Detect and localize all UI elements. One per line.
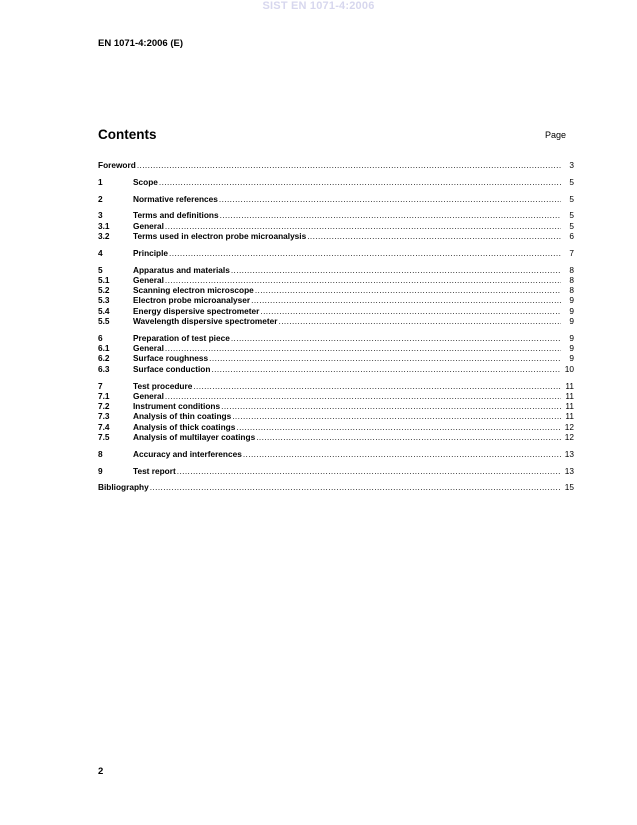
toc-title: Preparation of test piece <box>133 332 230 343</box>
toc-entry[interactable] <box>98 210 574 220</box>
toc-title: Bibliography <box>98 482 149 493</box>
toc-leader <box>278 316 561 326</box>
toc-number: 7 <box>98 380 103 391</box>
toc-leader <box>307 231 561 241</box>
toc-leader <box>232 411 561 421</box>
toc-entry[interactable] <box>98 295 574 305</box>
toc-number: 3 <box>98 210 103 221</box>
toc-number: 1 <box>98 176 103 187</box>
toc-page: 9 <box>569 295 574 306</box>
toc-leader <box>260 306 561 316</box>
toc-page: 9 <box>569 332 574 343</box>
table-of-contents <box>98 160 574 493</box>
toc-leader <box>236 422 561 432</box>
toc-title: Scope <box>133 176 158 187</box>
toc-page: 9 <box>569 316 574 327</box>
toc-number: 6.2 <box>98 353 110 364</box>
toc-title: Scanning electron microscope <box>133 285 254 296</box>
toc-entry[interactable] <box>98 432 574 442</box>
toc-title: Accuracy and interferences <box>133 448 242 459</box>
toc-leader <box>211 364 561 374</box>
toc-page: 7 <box>569 247 574 258</box>
toc-leader <box>159 177 561 187</box>
toc-title: Apparatus and materials <box>133 264 230 275</box>
toc-page: 5 <box>569 176 574 187</box>
toc-entry[interactable] <box>98 364 574 374</box>
toc-leader <box>165 391 561 401</box>
toc-page: 5 <box>569 193 574 204</box>
toc-entry[interactable] <box>98 381 574 391</box>
toc-title: Electron probe microanalyser <box>133 295 251 306</box>
toc-entry[interactable] <box>98 401 574 411</box>
toc-title: Analysis of thick coatings <box>133 421 236 432</box>
toc-entry[interactable] <box>98 194 574 204</box>
toc-leader <box>169 248 561 258</box>
toc-title: General <box>133 220 164 231</box>
toc-page: 13 <box>564 448 574 459</box>
toc-entry[interactable] <box>98 306 574 316</box>
toc-number: 5.1 <box>98 274 110 285</box>
toc-page: 6 <box>569 230 574 241</box>
toc-title: Wavelength dispersive spectrometer <box>133 316 278 327</box>
toc-title: Terms used in electron probe microanalysis <box>133 230 307 241</box>
toc-page: 3 <box>569 160 574 170</box>
toc-page: 9 <box>569 305 574 316</box>
toc-entry[interactable] <box>98 422 574 432</box>
toc-page: 12 <box>564 432 574 443</box>
toc-entry[interactable] <box>98 343 574 353</box>
toc-page: 9 <box>569 353 574 364</box>
toc-leader <box>165 221 561 231</box>
toc-page: 5 <box>569 220 574 231</box>
toc-page: 8 <box>569 264 574 275</box>
toc-number: 4 <box>98 247 103 258</box>
toc-title: Instrument conditions <box>133 401 221 412</box>
toc-page: 11 <box>565 380 574 391</box>
toc-leader <box>251 295 561 305</box>
toc-number: 7.1 <box>98 390 110 401</box>
toc-entry[interactable] <box>98 391 574 401</box>
toc-title: Test procedure <box>133 380 193 391</box>
toc-page: 12 <box>564 421 574 432</box>
toc-leader <box>256 432 561 442</box>
toc-title: Analysis of thin coatings <box>133 411 232 422</box>
toc-title: Foreword <box>98 160 136 170</box>
document-id: EN 1071-4:2006 (E) <box>98 38 184 49</box>
toc-entry[interactable] <box>98 316 574 326</box>
toc-entry[interactable] <box>98 285 574 295</box>
toc-title: General <box>133 390 164 401</box>
toc-number: 3.1 <box>98 220 110 231</box>
toc-number: 7.4 <box>98 421 110 432</box>
toc-leader <box>165 275 561 285</box>
toc-leader <box>177 466 561 476</box>
toc-leader <box>231 265 561 275</box>
toc-page: 13 <box>564 465 574 476</box>
toc-number: 6.3 <box>98 363 110 374</box>
toc-entry[interactable] <box>98 248 574 258</box>
watermark: SIST EN 1071-4:2006 <box>262 0 375 12</box>
toc-entry[interactable] <box>98 482 574 492</box>
toc-page: 11 <box>565 411 574 422</box>
toc-title: General <box>133 274 164 285</box>
toc-leader <box>165 343 561 353</box>
toc-page: 15 <box>564 482 574 493</box>
toc-entry[interactable] <box>98 160 574 170</box>
toc-entry[interactable] <box>98 411 574 421</box>
toc-number: 5.2 <box>98 285 110 296</box>
toc-number: 9 <box>98 465 103 476</box>
toc-number: 5.5 <box>98 316 110 327</box>
toc-entry[interactable] <box>98 231 574 241</box>
toc-leader <box>221 401 561 411</box>
toc-title: Terms and definitions <box>133 210 219 221</box>
toc-leader <box>219 194 561 204</box>
toc-number: 8 <box>98 448 103 459</box>
toc-number: 2 <box>98 193 103 204</box>
toc-number: 7.3 <box>98 411 110 422</box>
toc-number: 7.5 <box>98 432 110 443</box>
toc-title: Principle <box>133 247 169 258</box>
toc-page: 11 <box>565 390 574 401</box>
toc-title: Surface conduction <box>133 363 211 374</box>
toc-title: Test report <box>133 465 176 476</box>
toc-entry[interactable] <box>98 353 574 363</box>
toc-title: Energy dispersive spectrometer <box>133 305 260 316</box>
contents-heading: Contents <box>98 127 157 142</box>
toc-leader <box>209 353 561 363</box>
toc-leader <box>243 449 561 459</box>
toc-title: General <box>133 343 164 354</box>
toc-title: Normative references <box>133 193 218 204</box>
toc-entry[interactable] <box>98 221 574 231</box>
toc-page: 8 <box>569 285 574 296</box>
toc-leader <box>255 285 561 295</box>
toc-page: 9 <box>569 343 574 354</box>
toc-entry[interactable] <box>98 466 574 476</box>
toc-title: Analysis of multilayer coatings <box>133 432 256 443</box>
toc-number: 3.2 <box>98 230 110 241</box>
toc-leader <box>193 381 561 391</box>
toc-entry[interactable] <box>98 449 574 459</box>
toc-number: 7.2 <box>98 401 110 412</box>
toc-page: 11 <box>565 401 574 412</box>
toc-page: 5 <box>569 210 574 221</box>
toc-number: 5.4 <box>98 305 110 316</box>
toc-entry[interactable] <box>98 177 574 187</box>
toc-title: Surface roughness <box>133 353 209 364</box>
toc-entry[interactable] <box>98 275 574 285</box>
toc-leader <box>150 482 561 492</box>
toc-page: 8 <box>569 274 574 285</box>
toc-entry[interactable] <box>98 333 574 343</box>
toc-number: 6 <box>98 332 103 343</box>
toc-leader <box>231 333 561 343</box>
toc-leader <box>220 210 561 220</box>
toc-page: 10 <box>564 363 574 374</box>
toc-leader <box>137 160 561 170</box>
toc-number: 5.3 <box>98 295 110 306</box>
page-number: 2 <box>98 766 104 777</box>
toc-number: 5 <box>98 264 103 275</box>
page-column-label: Page <box>545 130 567 140</box>
toc-entry[interactable] <box>98 265 574 275</box>
toc-number: 6.1 <box>98 343 110 354</box>
